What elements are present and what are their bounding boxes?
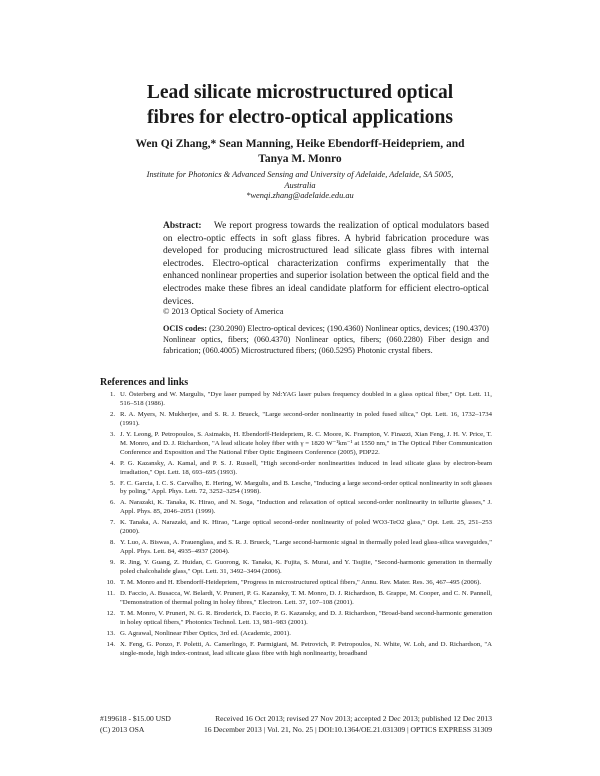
reference-text: D. Faccio, A. Busacca, W. Belardi, V. Pruneri, P. G. Kazansky, T. M. Monro, D. J. Richardson, B. Grappe, M. Cooper, and C. N. Pannell, "Demonstration of thermal poling in holey fibres," Electron. Lett. 37, 107–108 (2001). (120, 590, 492, 606)
reference-item (100, 579, 492, 588)
reference-text: Y. Luo, A. Biswas, A. Frauenglass, and S. R. J. Brueck, "Large second-harmonic signal in thermally poled lead glass-silica waveguides," Appl. Phys. Lett. 84, 4935–4937 (2004). (120, 539, 492, 556)
reference-text: T. M. Monro, V. Pruneri, N. G. R. Broderick, D. Faccio, P. G. Kazansky, and D. J. Richardson, "Broad-band second-harmonic generation in holey optical fibers," Photonics Technol. Lett. 13, 981–983 (2001). (120, 609, 492, 626)
affiliation-line-1: Institute for Photonics & Advanced Sensing and University of Adelaide, Adelaide, SA 5005, (146, 170, 454, 179)
copyright-notice: © 2013 Optical Society of America (163, 306, 284, 316)
reference-number: 8. (109, 539, 115, 547)
reference-item (100, 480, 492, 498)
reference-text: K. Tanaka, A. Narazaki, and K. Hirao, "Large optical second-order nonlinearity of poled WO3-TeO2 glass," Opt. Lett. 25, 251–253 (2000). (120, 519, 492, 536)
reference-text: G. Agrawal, Nonlinear Fiber Optics, 3rd ed. (Academic, 2001). (120, 629, 291, 637)
ocis-text: (230.2090) Electro-optical devices; (190.4360) Nonlinear optics, devices; (190.4370) Nonlinear optics, fibers; (060.4370) Nonlinear optics, fibers; (060.2280) Fiber design and fabrication; (060.4005) Microstructured fibers; (060.5295) Photonic crystal fibers. (163, 324, 490, 355)
references-heading: References and links (100, 377, 189, 388)
reference-item (100, 460, 492, 478)
abstract-label: Abstract: (163, 221, 202, 231)
page-footer (100, 714, 492, 735)
footer-citation: 16 December 2013 | Vol. 21, No. 25 | DOI:10.1364/OE.21.031309 | OPTICS EXPRESS 31309 (204, 724, 492, 734)
footer-price: #199618 - $15.00 USD (100, 714, 171, 723)
reference-number: 10. (106, 579, 115, 587)
ocis-codes (163, 324, 489, 356)
authors-line-2: Tanya M. Monro (258, 153, 342, 165)
title-line-2: fibres for electro-optical applications (146, 107, 453, 128)
reference-item (100, 610, 492, 628)
reference-item (100, 559, 492, 577)
reference-item (100, 641, 492, 659)
footer-copyright: (C) 2013 OSA (100, 724, 145, 734)
ocis-label: OCIS codes: (163, 324, 207, 333)
title-line-1: Lead silicate microstructured optical (146, 82, 454, 103)
author-email-link[interactable]: *wenqi.zhang@adelaide.edu.au (246, 191, 354, 200)
reference-number: 11. (106, 590, 115, 598)
abstract-text: We report progress towards the realization of optical modulators based on electro-optic effects in soft glass fibres. A hybrid fabrication procedure was developed for producing microstructured lead silicate glass fibres with internal electrodes. Electro-optical characterization confirms experimentally that the enhanced nonlinear properties and superior isolation between the optical field and the electrodes make these fibres an ideal candidate platform for efficient electro-optical devices. (163, 221, 489, 307)
reference-number: 5. (109, 479, 115, 487)
authors-line-1: Wen Qi Zhang,* Sean Manning, Heike Ebendorff-Heidepriem, and (135, 138, 465, 150)
reference-number: 4. (109, 459, 115, 467)
reference-item (100, 590, 492, 608)
reference-text: T. M. Monro and H. Ebendorff-Heidepriem, "Progress in microstructured optical fibers," Annu. Rev. Mater. Res. 36, 467–495 (2006). (120, 579, 482, 587)
reference-number: 6. (109, 499, 115, 507)
reference-text: P. G. Kazansky, A. Kamal, and P. S. J. Russell, "High second-order nonlinearities induced in lead silicate glass by electron-beam irradiation," Opt. Lett. 18, 693–695 (1993). (120, 459, 492, 476)
reference-number: 7. (109, 519, 115, 527)
reference-item (100, 431, 492, 458)
footer-dates: Received 16 Oct 2013; revised 27 Nov 2013; accepted 2 Dec 2013; published 12 Dec 2013 (215, 714, 492, 723)
reference-item (100, 411, 492, 429)
reference-item (100, 630, 492, 639)
reference-number: 12. (106, 609, 115, 617)
reference-item (100, 499, 492, 517)
reference-number: 13. (106, 629, 115, 637)
reference-text: J. Y. Leong, P. Petropoulos, S. Asimakis, H. Ebendorff-Heidepriem, R. C. Moore, K. Frampton, V. Finazzi, Xian Feng, J. H. V. Price, T. M. Monro, and D. J. Richardson, "A lead silicate holey fiber with γ = 1820 W⁻¹km⁻¹ at 1550 nm," in The Optical Fiber Communication Conference and Exposition and The National Fiber Optic Engineers Conference (2005), PDP22. (120, 430, 492, 456)
reference-text: F. C. Garcia, I. C. S. Carvalho, E. Hering, W. Margulis, and B. Lesche, "Inducing a large second-order optical nonlinearity in soft glasses by poling," Appl. Phys. Lett. 72, 3252–3254 (1998). (120, 479, 492, 496)
reference-number: 14. (106, 640, 115, 648)
reference-text: R. Jing, Y. Guang, Z. Huidan, C. Guorong, K. Tanaka, K. Fujita, S. Murai, and Y. Tsujiie, "Second-harmonic generation in thermally poled chalcohalide glass," Opt. Lett. 31, 3492–3494 (2006). (120, 559, 492, 576)
reference-item (100, 519, 492, 537)
footer-row (100, 714, 492, 725)
reference-number: 3. (109, 430, 115, 438)
affiliation-line-2: Australia (284, 180, 316, 190)
reference-text: R. A. Myers, N. Mukherjee, and S. R. J. Brueck, "Large second-order nonlinearity in poled fused silica," Opt. Lett. 16, 1732–1734 (1991). (120, 410, 492, 427)
reference-item (100, 391, 492, 409)
reference-list (100, 391, 492, 661)
paper-title (100, 80, 500, 130)
reference-number: 1. (109, 391, 115, 398)
affiliation (100, 170, 500, 202)
reference-text: U. Österberg and W. Margulis, "Dye laser pumped by Nd:YAG laser pulses frequency doubled in a glass optical fiber," Opt. Lett. 11, 516–518 (1986). (120, 391, 492, 407)
reference-number: 9. (109, 559, 115, 567)
reference-number: 2. (109, 410, 115, 418)
reference-text: X. Feng, G. Ponzo, F. Poletti, A. Camerlingo, F. Parmigiani, M. Petrovich, P. Petropoulos, N. White, W. Loh, and D. Richardson, "A single-mode, high index-contrast, lead silicate glass fibre with high nonlinearity, broadband (120, 640, 492, 657)
reference-item (100, 539, 492, 557)
footer-row (100, 725, 492, 736)
reference-text: A. Narazaki, K. Tanaka, K. Hirao, and N. Soga, "Induction and relaxation of optical second-order nonlinearity in tellurite glasses," J. Appl. Phys. 85, 2046–2051 (1999). (120, 499, 492, 516)
abstract (163, 220, 489, 308)
author-list (120, 137, 480, 167)
